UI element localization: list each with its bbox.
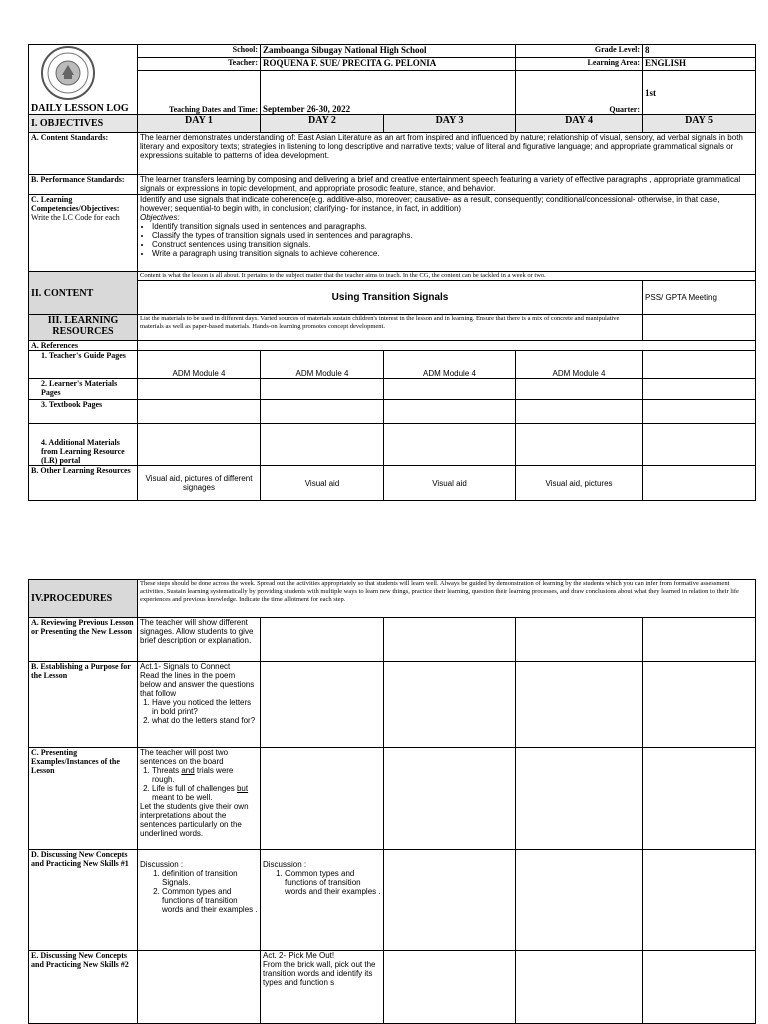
other-resources-value [643,466,756,501]
presenting-intro: The teacher will post two sentences on the board [140,748,229,766]
other-resources-value: Visual aid, pictures [516,466,643,501]
day-header: DAY 2 [261,115,384,133]
lr-portal-label: 4. Additional Materials from Learning Resource (LR) portal [29,424,138,466]
day-header: DAY 1 [138,115,261,133]
learning-area-value: ENGLISH [643,58,756,71]
objective-item: • Write a paragraph using transition signals to achieve coherence. [152,249,753,258]
content-heading: II. CONTENT [29,272,138,315]
teaching-dates-value: September 26-30, 2022 [261,71,516,115]
teacher-label: Teacher: [138,58,261,71]
teachers-guide-label: 1. Teacher's Guide Pages [29,351,138,379]
other-resources-value: Visual aid, pictures of different signages [138,466,261,501]
objectives-heading: I. OBJECTIVES [29,115,138,133]
resources-note: List the materials to be used in different days. Varied sources of materials sustain children's interest in the lesson and in learning. Ensure that there is a mix of concrete and manipulative materials as well as paper-based materials. Hands-on learning promotes concept development. [138,315,643,341]
procedures-heading: IV.PROCEDURES [29,580,138,618]
discussion-title: Discussion : [263,860,307,869]
performance-standards-label: B. Performance Standards: [29,175,138,195]
activity1-text: Read the lines in the poem below and answer the questions that follow [140,671,255,698]
competencies-label: C. Learning Competencies/Objectives: [31,195,120,213]
teachers-guide-value: ADM Module 4 [384,351,516,379]
discussion-title: Discussion : [140,860,184,869]
teachers-guide-value: ADM Module 4 [261,351,384,379]
discussing-skills-1-label: D. Discussing New Concepts and Practicing New Skills #1 [29,850,138,951]
doc-title: DAILY LESSON LOG [29,71,138,115]
objective-item: • Construct sentences using transition signals. [152,240,753,249]
content-standards-label: A. Content Standards: [29,133,138,175]
other-resources-value: Visual aid [261,466,384,501]
resources-heading: III. LEARNING RESOURCES [29,315,138,341]
references-label: A. References [29,341,138,351]
objectives-list [140,222,753,258]
learners-materials-label: 2. Learner's Materials Pages [29,379,138,400]
reviewing-lesson-day1: The teacher will show different signages. Allow students to give brief description or explanation. [138,618,261,662]
teaching-dates-label: Teaching Dates and Time: [138,71,261,115]
day-header: DAY 3 [384,115,516,133]
grade-level-label: Grade Level: [516,45,643,58]
reviewing-lesson-label: A. Reviewing Previous Lesson or Presenting the New Lesson [29,618,138,662]
other-resources-value: Visual aid [384,466,516,501]
teacher-value: ROQUENA F. SUE/ PRECITA G. PELONIA [261,58,516,71]
content-note: Content is what the lesson is all about. It pertains to the subject matter that the teacher aims to teach. In the CG, the content can be tackled in a week or two. [138,272,756,281]
presenting-examples-label: C. Presenting Examples/Instances of the Lesson [29,748,138,850]
establishing-purpose-label: B. Establishing a Purpose for the Lesson [29,662,138,748]
activity2-text: From the brick wall, pick out the transition words and identify its types and function s [263,960,376,987]
discussion-item: 2. Common types and functions of transition words and their examples . [162,887,258,914]
teachers-guide-value: ADM Module 4 [138,351,261,379]
objectives-title: Objectives: [140,213,180,222]
procedures-note: These steps should be done across the week. Spread out the activities appropriately so that students will learn well. Always be guided by demonstration of learning by the students which you can infer from formative assessment activities. Sustain learning systematically by providing students with multiple ways to learn new things, practice their learning, question their learning processes, and draw conclusions about what they learned in relation to their life experiences and previous knowledge. Indicate the time allotment for each step. [138,580,756,618]
day-header: DAY 4 [516,115,643,133]
activity1-title: Act.1- Signals to Connect [140,662,231,671]
grade-level-value: 8 [643,45,756,58]
textbook-pages-label: 3. Textbook Pages [29,400,138,424]
objective-item: • Identify transition signals used in sentences and paragraphs. [152,222,753,231]
discussing-skills-2-label: E. Discussing New Concepts and Practicing New Skills #2 [29,951,138,1024]
competencies-text: Identify and use signals that indicate coherence(e.g. additive-also, moreover; causative- as a result, consequently; conditional/concessional- otherwise, in that case, however; sequential-to begin with, in conclusion; clarifying- for instance, in fact, in addition) [140,195,720,213]
learning-area-label: Learning Area: [516,58,643,71]
activity2-title: Act. 2- Pick Me Out! [263,951,335,960]
activity1-question: 1. Have you noticed the letters in bold print? [152,698,258,716]
lesson-log-table-procedures [28,579,756,1024]
objective-item: • Classify the types of transition signals used in sentences and paragraphs. [152,231,753,240]
lesson-log-table-top [28,44,756,501]
teachers-guide-value [643,351,756,379]
school-value: Zamboanga Sibugay National High School [261,45,516,58]
quarter-value: 1st [643,71,756,115]
day-header: DAY 5 [643,115,756,133]
content-standards-text: The learner demonstrates understanding of: East Asian Literature as an art from inspired and influenced by nature; relationship of visual, sensory, ad verbal signals in both literary and expository texts; strategies in listening to long descriptive and narrative texts; value of literal and figurative language; and appropriate grammatical signals or expressions suitable to patterns of idea development. [138,133,756,175]
activity1-question: 2. what do the letters stand for? [152,716,258,725]
content-topic: Using Transition Signals [138,281,643,315]
content-day5: PSS/ GPTA Meeting [643,281,756,315]
competencies-note: Write the LC Code for each [31,213,120,222]
other-resources-label: B. Other Learning Resources [29,466,138,501]
teachers-guide-value: ADM Module 4 [516,351,643,379]
presenting-outro: Let the students give their own interpretations about the sentences particularly on the underlined words. [140,802,249,838]
example-sentence-1: 1. Threats and trials were rough. [152,766,258,784]
example-sentence-2: 2. Life is full of challenges but meant to be well. [152,784,258,802]
discussion-item: 1. Common types and functions of transition words and their examples . [285,869,381,896]
performance-standards-text: The learner transfers learning by composing and delivering a brief and creative entertainment speech featuring a variety of effective paragraphs , appropriate grammatical signals or expressions in topic development, and appropriate prosodic feature, stance, and behavior. [138,175,756,195]
school-label: School: [138,45,261,58]
quarter-label: Quarter: [516,71,643,115]
discussion-item: 1. definition of transition Signals. [162,869,258,887]
